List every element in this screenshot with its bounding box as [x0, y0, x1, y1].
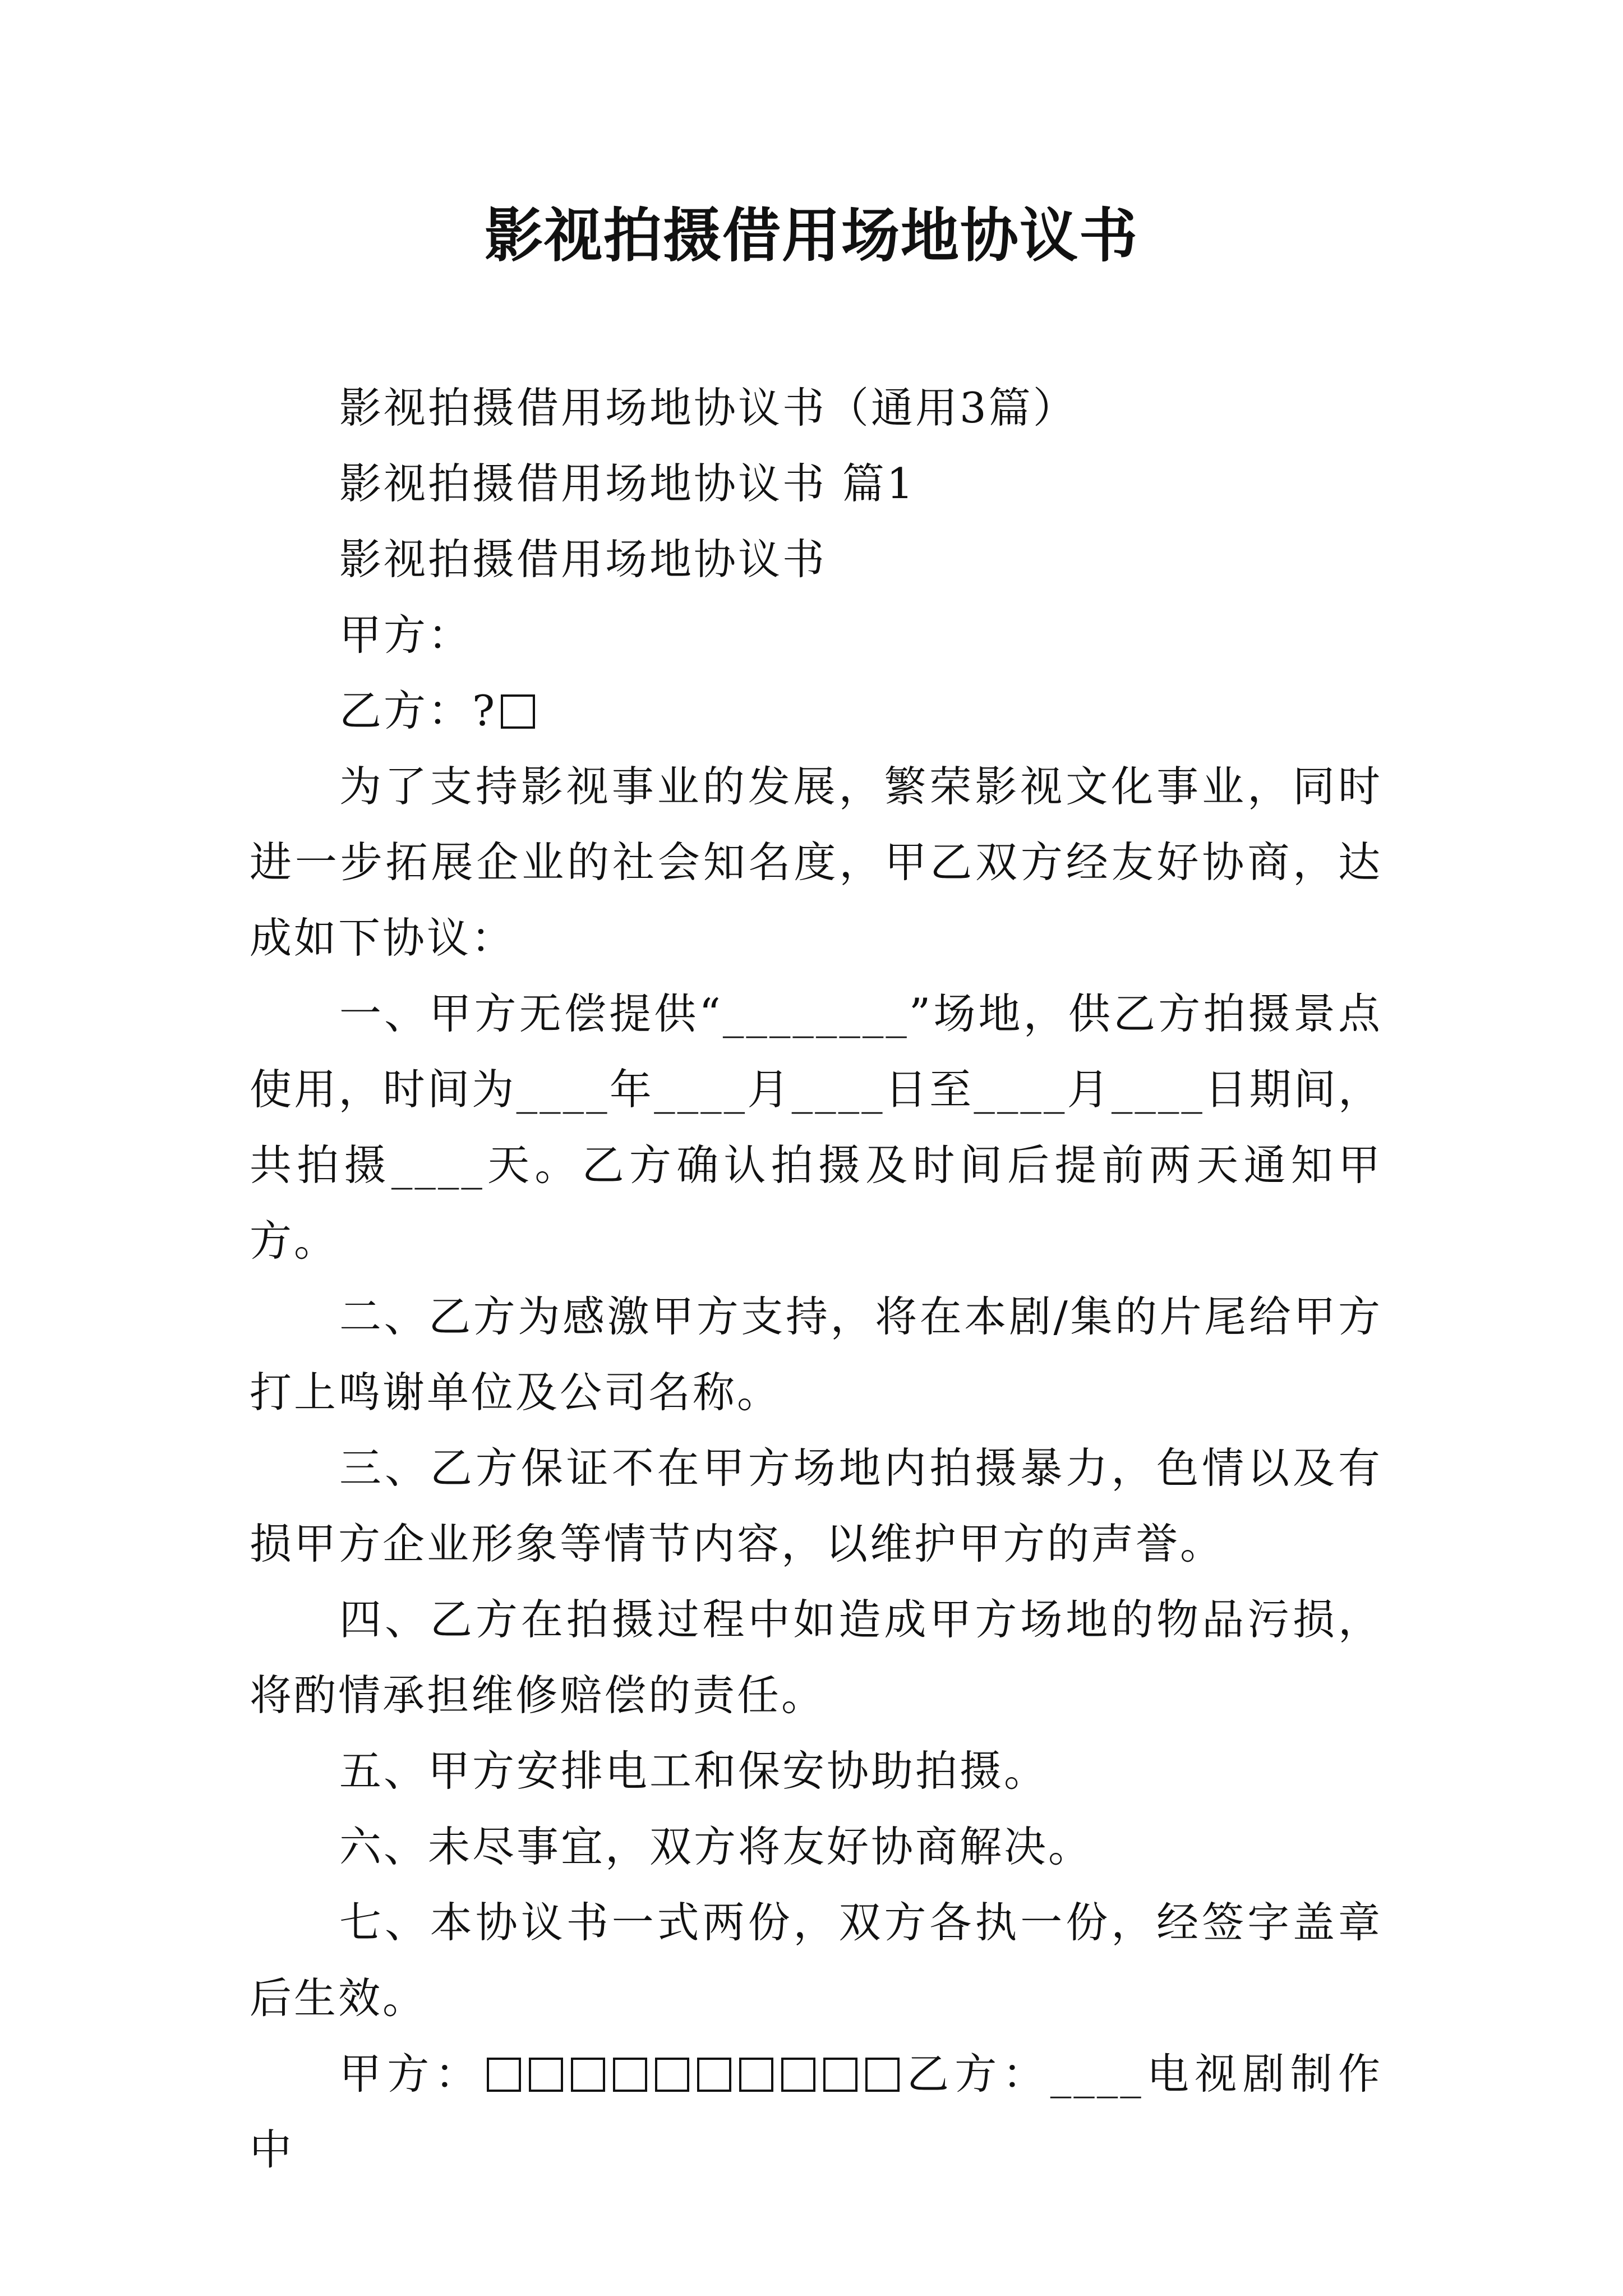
paragraph-party-b [250, 673, 1382, 749]
party-a-signature-boxes [483, 2049, 903, 2099]
signature-box-icon [781, 2058, 816, 2092]
clause-3: 三、乙方保证不在甲方场地内拍摄暴力，色情以及有损甲方企业形象等情节内容，以维护甲方的声誉。 [250, 1443, 1382, 1568]
signature-box-icon [613, 2058, 648, 2092]
clause-5: 五、甲方安排电工和保安协助拍摄。 [339, 1746, 1049, 1796]
signature-box-icon [739, 2058, 774, 2092]
signature-box-icon [697, 2058, 732, 2092]
party-a-signature-label: 甲方： [339, 2049, 483, 2099]
clause-1: 一、甲方无偿提供“________”场地，供乙方拍摄景点使用，时间为____年____月____日至____月____日期间，共拍摄____天。乙方确认拍摄及时间后提前两天通知甲方。 [250, 989, 1382, 1266]
party-b-signature-blank: ____ [1050, 2049, 1144, 2099]
clause-4: 四、乙方在拍摄过程中如造成甲方场地的物品污损，将酌情承担维修赔偿的责任。 [250, 1595, 1382, 1720]
signature-box-icon [823, 2058, 858, 2092]
clause-6: 六、未尽事宜，双方将友好协商解决。 [339, 1822, 1093, 1871]
paragraph-party-a: 甲方： [339, 610, 473, 660]
checkbox-icon [501, 694, 536, 729]
paragraph-subtitle: 影视拍摄借用场地协议书（通用3篇） [339, 383, 1077, 432]
signature-box-icon [487, 2058, 522, 2092]
signature-box-icon [655, 2058, 690, 2092]
signature-line [250, 2036, 1382, 2188]
paragraph-agreement-title: 影视拍摄借用场地协议书 [339, 535, 827, 584]
party-b-label: 乙方：? [339, 686, 497, 735]
signature-box-icon [865, 2058, 900, 2092]
paragraph-section-heading: 影视拍摄借用场地协议书 篇1 [339, 459, 916, 508]
party-b-signature-label: 乙方： [903, 2049, 1050, 2099]
clause-2: 二、乙方为感激甲方支持，将在本剧/集的片尾给甲方打上鸣谢单位及公司名称。 [250, 1292, 1382, 1417]
document-title: 影视拍摄借用场地协议书 [484, 201, 1138, 270]
signature-box-icon [571, 2058, 606, 2092]
party-b-signature-text: 电视剧制作中 [250, 2049, 1382, 2174]
paragraph-preamble: 为了支持影视事业的发展，繁荣影视文化事业，同时进一步拓展企业的社会知名度，甲乙双方经友好协商，达成如下协议： [250, 762, 1382, 963]
signature-box-icon [529, 2058, 564, 2092]
clause-7: 七、本协议书一式两份，双方各执一份，经签字盖章后生效。 [250, 1898, 1382, 2023]
document-body [250, 370, 1382, 2188]
